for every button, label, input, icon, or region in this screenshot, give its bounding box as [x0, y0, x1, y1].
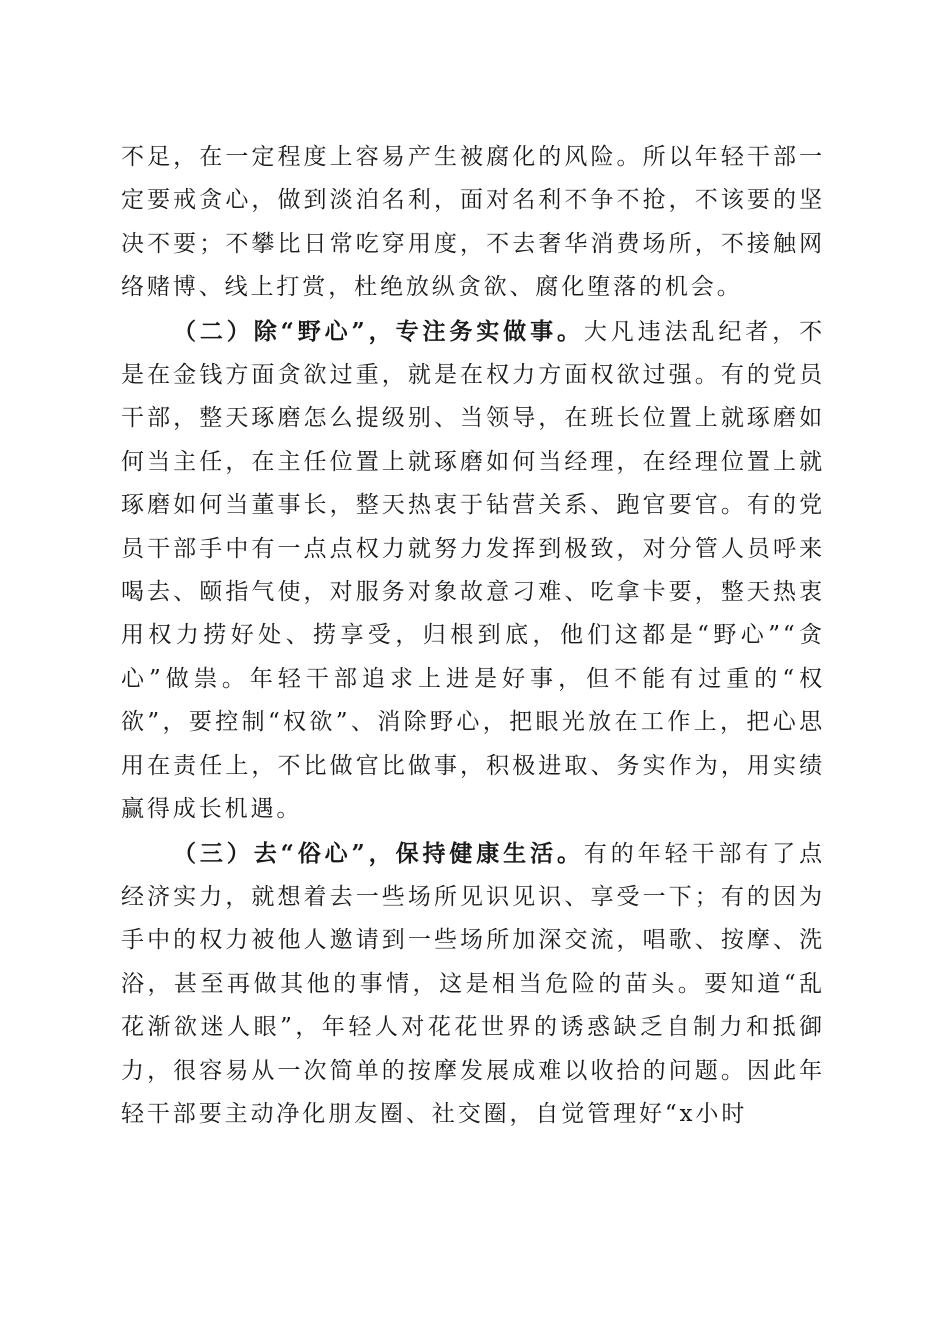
paragraph-section-two — [121, 310, 825, 832]
paragraph-continuation — [121, 136, 825, 310]
document-page — [121, 136, 825, 1136]
section-heading: （三）去“俗心”，保持健康生活。 — [173, 839, 584, 867]
paragraph-text: 不足，在一定程度上容易产生被腐化的风险。所以年轻干部一定要戒贪心，做到淡泊名利，面对名利不争不抢，不该要的坚决不要；不攀比日常吃穿用度，不去奢华消费场所，不接触网络赌博、线上打赏，杜绝放纵贪欲、腐化堕落的机会。 — [121, 144, 825, 301]
paragraph-text: 有的年轻干部有了点经济实力，就想着去一些场所见识见识、享受一下；有的因为手中的权力被他人邀请到一些场所加深交流，唱歌、按摩、洗浴，甚至再做其他的事情，这是相当危险的苗头。要知道“乱花渐欲迷人眼”，年轻人对花花世界的诱惑缺乏自制力和抵御力，很容易从一次简单的按摩发展成难以收拾的问题。因此年轻干部要主动净化朋友圈、社交圈，自觉管理好“x小时 — [121, 840, 826, 1127]
section-heading: （二）除“野心”，专注务实做事。 — [173, 317, 584, 345]
paragraph-section-three — [121, 832, 825, 1137]
paragraph-text: 大凡违法乱纪者，不是在金钱方面贪欲过重，就是在权力方面权欲过强。有的党员干部，整天琢磨怎么提级别、当领导，在班长位置上就琢磨如何当主任，在主任位置上就琢磨如何当经理，在经理位置上就琢磨如何当董事长，整天热衷于钻营关系、跑官要官。有的党员干部手中有一点点权力就努力发挥到极致，对分管人员呼来喝去、颐指气使，对服务对象故意刁难、吃拿卡要，整天热衷用权力捞好处、捞享受，归根到底，他们这都是“野心”“贪心”做祟。年轻干部追求上进是好事，但不能有过重的“权欲”，要控制“权欲”、消除野心，把眼光放在工作上，把心思用在责任上，不比做官比做事，积极进取、务实作为，用实绩赢得成长机遇。 — [121, 318, 826, 823]
